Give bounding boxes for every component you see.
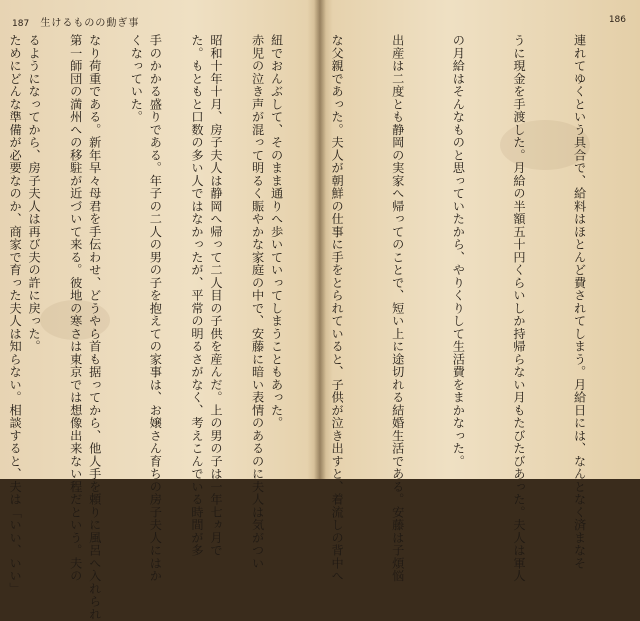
text-line: た。もともと口数の多い人ではなかったが、平常の明るさがなく、考えこんでいる時間が多	[189, 34, 204, 557]
text-line: 出産は二度とも静岡の実家へ帰ってのことで、短い上に途切れる結婚生活である。安藤は子煩悩	[390, 34, 405, 583]
running-head: 生けるものの動ぎ事	[40, 18, 140, 29]
text-line: ためにどんな準備が必要なのか、商家で育った夫人は知らない。相談すると、夫は「いい、いい」	[8, 34, 23, 595]
text-line: なり荷重である。新年早々母君を手伝わせ、どうやら首も据ってから、他人手を頼りに風呂へ入れられ	[87, 34, 102, 621]
text-line: の月給はそんなものと思っていたから、やりくりして生活費をまかなった。	[451, 34, 466, 468]
text-line: るようになってから、房子夫人は再び夫の許に戻った。	[27, 34, 42, 353]
text-line: 連れてゆくという具合で、給料はほとんど費されてしまう。月給日には、なんとなく済まなそ	[572, 34, 587, 570]
text-line: 紐でおんぶして、そのまま通りへ歩いていってしまうこともあった。	[269, 34, 284, 430]
text-line: 昭和十年十月、房子夫人は静岡へ帰って二人目の子供を産んだ。上の男の子は一年七ヵ月で	[208, 34, 223, 557]
text-line: な父親であった。夫人が朝鮮の仕事に手をとられていると、子供が泣き出すと、着流しの背中へ	[330, 34, 345, 583]
text-line: くなっていた。	[129, 34, 144, 124]
text-line: 第一師団の満州への移駐が近づいて来る。彼地の寒さは東京では想像出来ない程だという。夫の	[68, 34, 83, 583]
text-line: 赤児の泣き声が混って明るく賑やかな家庭の中で、安藤に暗い表情のあるのに夫人は気がつい	[250, 34, 265, 570]
text-line: 手のかかる盛りである。年子の二人の男の子を抱えての家事は、お嬢さん育ちの房子夫人にはか	[148, 34, 163, 583]
text-line: うに現金を手渡した。月給の半額五十円くらいしか持帰らない月もたびたびあった。夫人は軍人	[511, 34, 526, 583]
left-page-header	[12, 14, 139, 29]
right-page-header	[609, 14, 626, 25]
left-page-number: 187	[12, 19, 30, 29]
right-page-number: 186	[608, 15, 626, 25]
